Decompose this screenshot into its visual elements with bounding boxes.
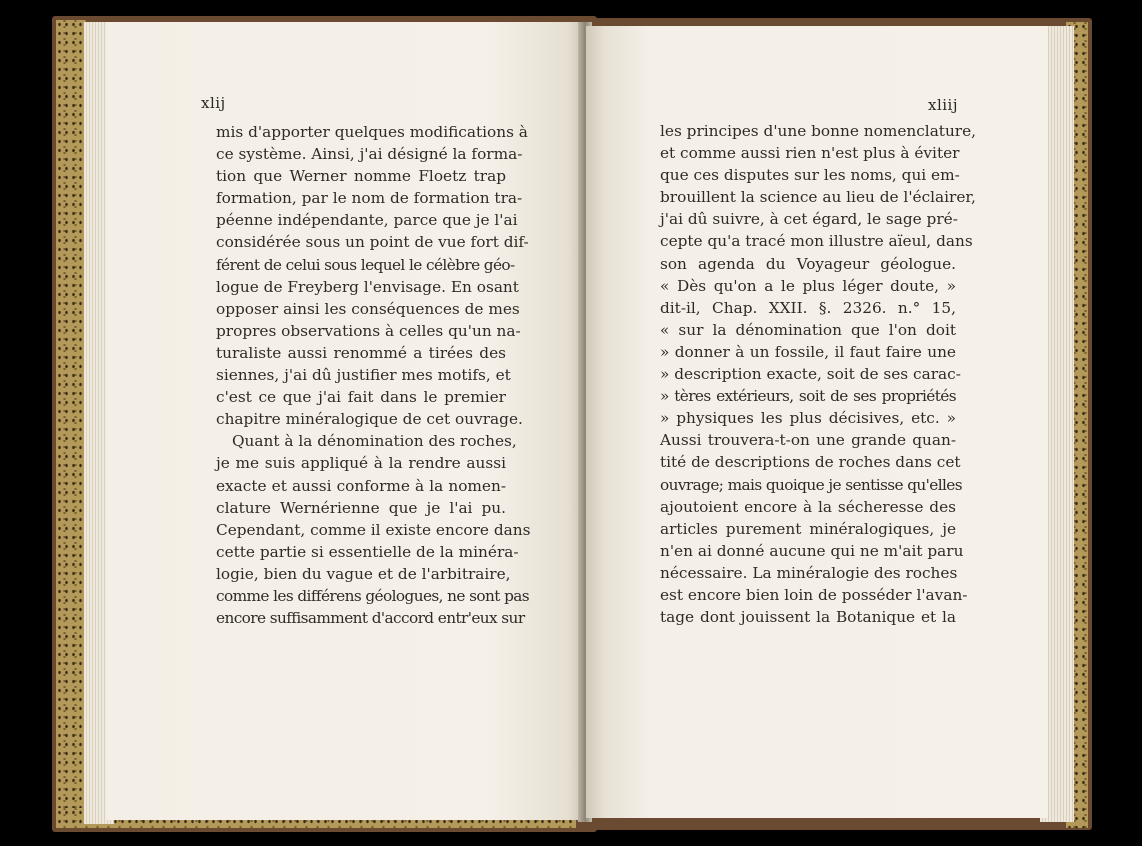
text-line: les principes d'une bonne nomenclature, bbox=[660, 122, 977, 140]
text-line: Aussi trouvera-t-on une grande quan- bbox=[660, 431, 956, 450]
text-line: péenne indépendante, parce que je l'ai bbox=[216, 211, 518, 230]
text-line: exacte et aussi conforme à la nomen- bbox=[216, 476, 506, 495]
text-line: Cependant, comme il existe encore dans bbox=[216, 520, 531, 539]
text-line: son agenda du Voyageur géologue. bbox=[660, 254, 956, 273]
text-line: ouvrage; mais quoique je sentisse qu'elles bbox=[660, 475, 962, 494]
left-page bbox=[106, 22, 582, 820]
text-line: Quant à la dénomination des roches, bbox=[232, 432, 517, 451]
text-line: siennes, j'ai dû justifier mes motifs, et bbox=[216, 366, 511, 385]
text-line: formation, par le nom de formation tra- bbox=[216, 189, 523, 208]
text-line: ajoutoient encore à la sécheresse des bbox=[660, 497, 956, 516]
text-line: nécessaire. La minéralogie des roches bbox=[660, 563, 958, 582]
text-line: comme les différens géologues, ne sont pas bbox=[216, 586, 530, 605]
text-line: » tères extérieurs, soit de ses propriétés bbox=[660, 387, 956, 406]
text-line: » description exacte, soit de ses carac- bbox=[660, 365, 961, 384]
text-line: articles purement minéralogiques, je bbox=[660, 519, 956, 538]
text-line: n'en ai donné aucune qui ne m'ait paru bbox=[660, 541, 964, 560]
text-line: j'ai dû suivre, à cet égard, le sage pré- bbox=[660, 210, 958, 229]
text-line: tion que Werner nomme Floetz trap bbox=[216, 167, 506, 186]
text-line: tité de descriptions de roches dans cet bbox=[660, 453, 961, 472]
text-line: turaliste aussi renommé a tirées des bbox=[216, 343, 506, 362]
left-page-text bbox=[216, 121, 531, 629]
text-line: que ces disputes sur les noms, qui em- bbox=[660, 166, 960, 185]
text-line: logue de Freyberg l'envisage. En osant bbox=[216, 277, 519, 296]
text-line: je me suis appliqué à la rendre aussi bbox=[216, 454, 506, 473]
text-line: est encore bien loin de posséder l'avan- bbox=[660, 585, 968, 604]
right-page bbox=[586, 26, 1048, 818]
left-page-number: xlij bbox=[201, 94, 226, 112]
text-line: brouillent la science au lieu de l'éclairer, bbox=[660, 188, 976, 207]
right-page-number: xliij bbox=[928, 96, 959, 114]
text-line: et comme aussi rien n'est plus à éviter bbox=[660, 144, 960, 163]
text-line: logie, bien du vague et de l'arbitraire, bbox=[216, 564, 511, 583]
text-line: » donner à un fossile, il faut faire une bbox=[660, 342, 956, 361]
text-line: cepte qu'a tracé mon illustre aïeul, dans bbox=[660, 232, 973, 251]
text-line: c'est ce que j'ai fait dans le premier bbox=[216, 388, 506, 407]
left-marbled-endpaper bbox=[56, 20, 86, 828]
text-line: « sur la dénomination que l'on doit bbox=[660, 320, 956, 339]
text-line: tage dont jouissent la Botanique et la bbox=[660, 608, 956, 627]
text-line: « Dès qu'on a le plus léger doute, » bbox=[660, 276, 956, 295]
text-line: férent de celui sous lequel le célèbre géo- bbox=[216, 255, 515, 274]
text-line: clature Wernérienne que je l'ai pu. bbox=[216, 498, 506, 517]
text-line: propres observations à celles qu'un na- bbox=[216, 321, 521, 340]
text-line: ce système. Ainsi, j'ai désigné la forma- bbox=[216, 145, 523, 164]
text-line: chapitre minéralogique de cet ouvrage. bbox=[216, 410, 523, 429]
text-line: considérée sous un point de vue fort dif- bbox=[216, 233, 529, 252]
text-line: mis d'apporter quelques modifications à bbox=[216, 123, 528, 141]
text-line: opposer ainsi les conséquences de mes bbox=[216, 299, 520, 318]
text-line: cette partie si essentielle de la minéra- bbox=[216, 542, 519, 561]
text-line: dit-il, Chap. XXII. §. 2326. n.° 15, bbox=[660, 298, 956, 317]
text-line: encore suffisamment d'accord entr'eux sur bbox=[216, 609, 525, 628]
right-page-text bbox=[660, 120, 977, 628]
text-line: » physiques les plus décisives, etc. » bbox=[660, 409, 956, 428]
